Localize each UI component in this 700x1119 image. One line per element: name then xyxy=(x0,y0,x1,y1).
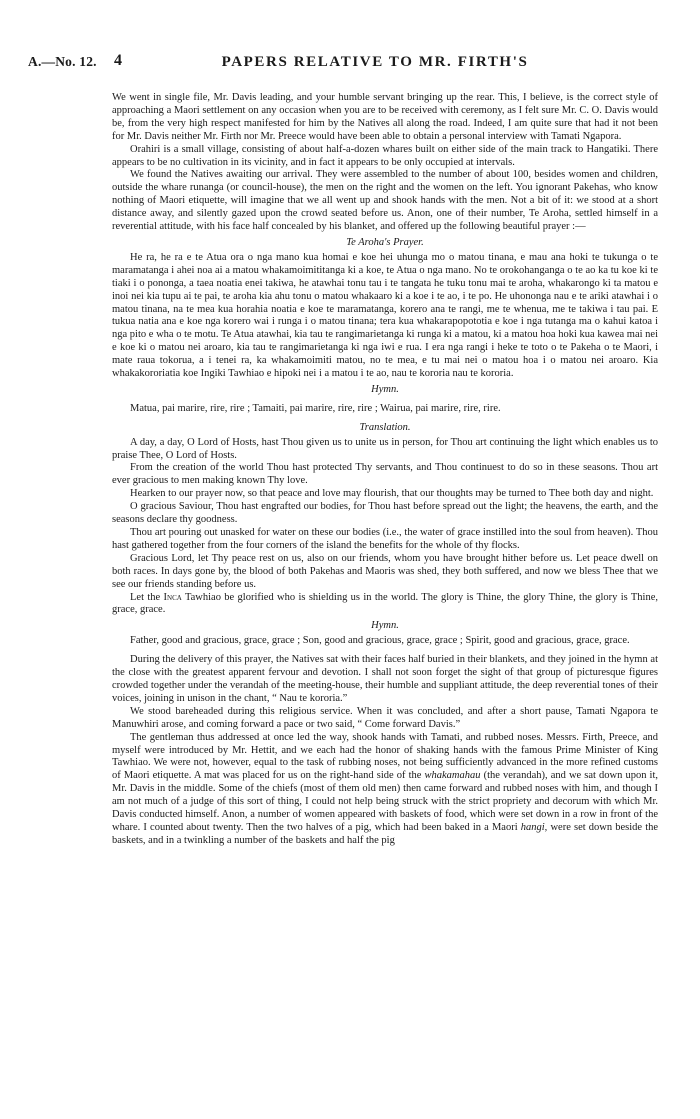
text-run: were set down beside the baskets, and in a twinkling a number of the baskets and half the pig xyxy=(112,821,659,846)
translation-paragraph: A day, a day, O Lord of Hosts, hast Thou given us to unite us in person, for Thou art continuing the light which enables us to praise Thee, O Lord of Hosts. xyxy=(112,436,658,461)
text-run: Tawhiao be glorified who is shielding us in the world. The glory is Thine, the glory Thine, the glory is Thine, grace, grace. xyxy=(112,591,658,616)
maori-hymn: Matua, pai marire, rire, rire ; Tamaiti, pai marire, rire, rire ; Wairua, pai marire, rire, rire. xyxy=(130,402,501,414)
translation-heading: Translation. xyxy=(359,421,411,433)
hymn-heading: Hymn. xyxy=(371,383,399,395)
text-run: (the verandah), and we sat down upon it, Mr. Davis in the middle. Some of the chiefs (most of them old men) then came forward and rubbed noses with him, and though I am not much of a judge of this sort of thing, I could not help being struck with the strict propriety and decorum with which Mr. Davis conducted himself. Anon, a number of women appeared with baskets of food, which were set down in a row in front of the whare. I counted about twenty. Then the two halves of a pig, which had been baked in a Maori xyxy=(112,770,658,833)
hymn-heading: Hymn. xyxy=(371,620,399,632)
page-header xyxy=(28,54,672,74)
document-body xyxy=(112,92,658,848)
translation-paragraph xyxy=(112,592,658,618)
translation-paragraph: Gracious Lord, let Thy peace rest on us, also on our friends, whom you have brought hither before us. Let peace dwell on both races. In days gone by, the blood of both Pakehas and Maoris was shed, they both suffered, and now we bless Thee that we see our friends standing before us. xyxy=(112,552,658,590)
translation-paragraph: From the creation of the world Thou hast protected Thy servants, and Thou continuest to do so in these seasons. Thou art ever gracious to men making known Thy love. xyxy=(112,462,658,487)
paragraph: We stood bareheaded during this religious service. When it was concluded, and after a short pause, Tamati Ngapora te Manuwhiri arose, and coming forward a pace or two said, “ Come forward Davis.” xyxy=(112,705,658,730)
paragraph: We went in single file, Mr. Davis leading, and your humble servant bringing up the rear. This, I believe, is the correct style of approaching a Maori settlement on any occasion when you are to be received with ceremony, as I felt sure Mr. C. O. Davis would be, from the very high respect manifested for him by the Natives all along the road. Indeed, I am quite sure that had it not been for Mr. Davis neither Mr. Firth nor Mr. Preece would have been able to obtain a personal interview with Tamati Ngapora. xyxy=(112,92,658,142)
translation-paragraph: Hearken to our prayer now, so that peace and love may flourish, that our thoughts may be turned to Thee both day and night. xyxy=(130,488,654,500)
maori-prayer: He ra, he ra e te Atua ora o nga mano kua homai e koe hei uhunga mo o matou tinana, e mau ana hoki te tukunga o te maramatanga i ahei noa ai a matou whakamoimititanga ki a koe, te Atua o nga mano. No te orokohanganga o te ao ka tu koe ki te tiaki i o pononga, a taea noatia enei takiwa, he atawhai tonu tau i te tangata he tuku tonu mai te aroha, whakarongo ki ta matou e inoi nei kia tupu ai te pai, te aroha kia ahu tonu o matou whakaaro ki a koe i te ao, i te po. He uhonongа nau e te ariki atawhai i o matou tinana, na te mea kua horahia noatia e koe te maramatanga, korero ana te rangi, me te whenua, me te takiwa i tau pai. E tukua natia ana e koe nga korero wai i runga i o matou tinana; tera kua whakarapopototia e koe i nga tutanga ma o kahui katoa i nga pito e wha o te motu. Te Atua atawhai, kia tau te rangimarietanga ki runga ki a matou, ki a matou hoa hoki kua kawea mai nei e koe ki o matou nei aroaro, kia tau te rangimarietanga ki nga iwi e rua. I era nga rangi i heke te toto o te Pakeha o te Maori, i mate raua tokorua, a i tenei ra, ka whakamoimiti matou, no te mea, e tu mai nei o matou hoa i o matou nei aroaro. Kia whakakororiatia koe Ingiki Tawhiao e hipoki nei i a matou i te ao, nau te kororia nau te kororia. xyxy=(112,251,658,380)
paragraph: We found the Natives awaiting our arrival. They were assembled to the number of about 100, besides women and children, outside the whare runanga (or council-house), the men on the right and the women on the left. You ignorant Pakehas, who know nothing of Maori etiquette, will imagine that we all went up and shook hands with the men. Not a bit of it: we stood at a short distance away, and silently gazed upon the crowd seated before us. Anon, one of their number, Te Aroha, settled himself in a reverential attitude, with his face half concealed by his blanket, and offered up the following beautiful prayer :— xyxy=(112,169,658,233)
paragraph: Orahiri is a small village, consisting of about half-a-dozen whares built on either side of the main track to Hangatiki. There appears to be no cultivation in its vicinity, and in fact it appears to be only occupied at intervals. xyxy=(112,143,658,168)
text-run: hangi, xyxy=(520,821,548,833)
text-run: Let the xyxy=(130,591,161,603)
translation-paragraph: O gracious Saviour, Thou hast engrafted our bodies, for Thou hast before spread out the light; the heavens, the earth, and the seasons declare thy goodness. xyxy=(112,501,658,526)
page-number: 4 xyxy=(114,52,122,69)
running-title: PAPERS RELATIVE TO MR. FIRTH'S xyxy=(221,54,529,70)
paragraph: During the delivery of this prayer, the Natives sat with their faces half buried in their blankets, and they joined in the hymn at the close with the greatest apparent fervour and devotion. I shall not soon forget the sight of that group of picturesque figures crowded together under the verandah of the meeting-house, their humble and suppliant attitude, the deep reverential tones of their voices, joining in unison in the chant, “ Nau te kororia.” xyxy=(112,654,658,704)
paragraph xyxy=(112,732,658,848)
hymn-translation: Father, good and gracious, grace, grace ; Son, good and gracious, grace, grace ; Spirit, good and gracious, grace, grace. xyxy=(130,635,630,647)
text-run: The gentleman thus addressed at once led the way, shook hands with Tamati, and rubbed noses. Messrs. Firth, Preece, and myself were introduced by Mr. Hettit, and we each had the honor of shaking hands with the famous Prime Minister of King Tawhiao. We were not, however, equal to the task of rubbing noses, not being sufficiently advanced in the more refined customs of Maori etiquette. A mat was placed for us on the right-hand side of the xyxy=(112,731,658,782)
text-run: Inca xyxy=(163,591,182,603)
paper-reference: A.—No. 12. xyxy=(28,54,97,69)
prayer-heading: Te Aroha's Prayer. xyxy=(346,236,424,248)
text-run: whakamahau xyxy=(424,770,481,782)
translation-paragraph: Thou art pouring out unasked for water on these our bodies (i.e., the water of grace instilled into the soul from heaven). Thou hast gathered together from the four corners of the island the benefits for the whole of thy flocks. xyxy=(112,527,658,551)
